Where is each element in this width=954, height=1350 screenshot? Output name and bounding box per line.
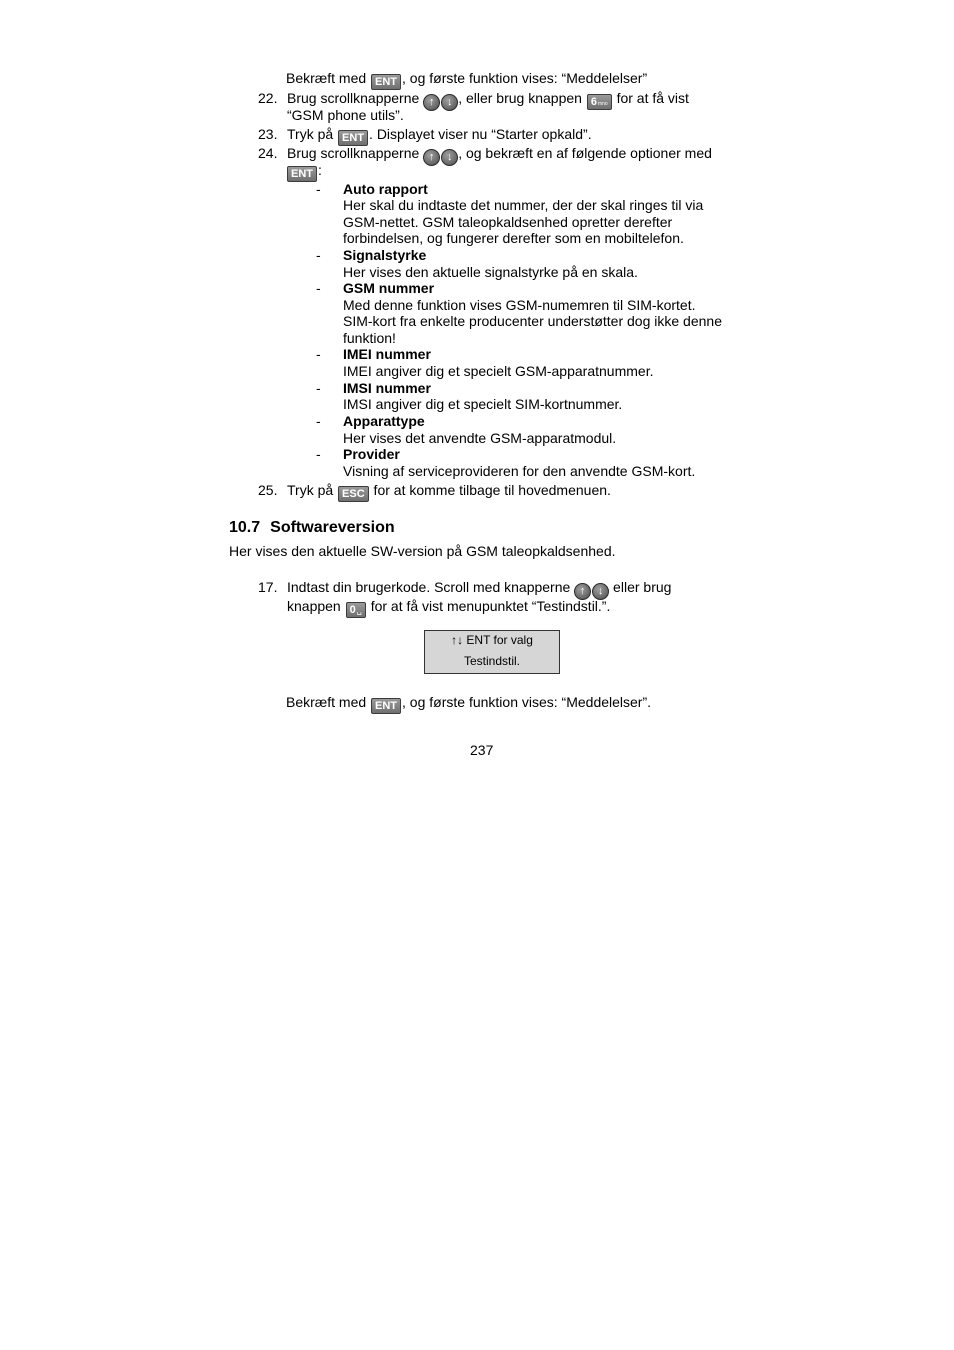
ent-key-icon: ENT [338, 130, 368, 146]
outro-line: Bekræft med ENT , og første funktion vises: “Meddelelser”. [286, 694, 652, 712]
option-text: Her vises den aktuelle signalstyrke på en skala. [343, 264, 638, 280]
step-17-text: Indtast din brugerkode. Scroll med knapperne ↑ ↓ eller brug [287, 579, 671, 600]
option-text: GSM-nettet. GSM taleopkaldsenhed opretter derefter [343, 214, 673, 230]
step-22-text: Brug scrollknapperne ↑ ↓ , eller brug knappen 6mno for at få vist [287, 90, 689, 111]
option-title: Apparattype [343, 413, 425, 429]
lcd-display [424, 630, 560, 674]
option-title: Auto rapport [343, 181, 428, 197]
step-24-text-cont: ENT : [287, 162, 322, 182]
option-text: funktion! [343, 330, 396, 346]
option-title: IMSI nummer [343, 380, 431, 396]
option-title: IMEI nummer [343, 346, 431, 362]
bullet-dash: - [316, 413, 321, 429]
step-number: 24. [258, 145, 278, 161]
lcd-line-1: ↑↓ ENT for valg [451, 633, 533, 647]
step-number: 23. [258, 126, 278, 142]
bullet-dash: - [316, 346, 321, 362]
section-heading: 10.7 Softwareversion [229, 519, 395, 536]
step-23-text: Tryk på ENT . Displayet viser nu “Starter opkald”. [287, 126, 592, 144]
key-6-icon: 6mno [587, 94, 612, 110]
intro-line: Bekræft med ENT , og første funktion vises: “Meddelelser” [286, 70, 648, 88]
option-text: Visning af serviceprovideren for den anvendte GSM-kort. [343, 463, 696, 479]
step-number: 22. [258, 90, 278, 106]
option-title: Provider [343, 446, 400, 462]
option-title: Signalstyrke [343, 247, 427, 263]
ent-key-icon: ENT [371, 698, 401, 714]
option-text: IMEI angiver dig et specielt GSM-apparatnummer. [343, 363, 654, 379]
option-title: GSM nummer [343, 280, 435, 296]
option-text: Med denne funktion vises GSM-numemren til SIM-kortet. [343, 297, 696, 313]
arrow-up-icon: ↑ [423, 149, 440, 166]
arrow-up-icon: ↑ [574, 583, 591, 600]
bullet-dash: - [316, 280, 321, 296]
ent-key-icon: ENT [371, 74, 401, 90]
step-number: 17. [258, 579, 278, 595]
esc-key-icon: ESC [338, 486, 369, 502]
arrow-up-icon: ↑ [423, 94, 440, 111]
lcd-line-2: Testindstil. [463, 654, 521, 668]
section-intro: Her vises den aktuelle SW-version på GSM taleopkaldsenhed. [229, 543, 616, 559]
key-0-icon: 0␣ [346, 602, 366, 618]
step-22-text-cont: “GSM phone utils”. [287, 107, 404, 123]
arrow-down-icon: ↓ [441, 94, 458, 111]
ent-key-icon: ENT [287, 166, 317, 182]
option-text: IMSI angiver dig et specielt SIM-kortnummer. [343, 396, 623, 412]
page-number: 237 [470, 742, 494, 758]
arrow-down-icon: ↓ [592, 583, 609, 600]
option-text: SIM-kort fra enkelte producenter understøtter dog ikke denne [343, 313, 722, 329]
option-text: Her skal du indtaste det nummer, der der skal ringes til via [343, 197, 704, 213]
bullet-dash: - [316, 446, 321, 462]
option-text: Her vises det anvendte GSM-apparatmodul. [343, 430, 617, 446]
step-17-text-cont: knappen 0␣ for at få vist menupunktet “Testindstil.”. [287, 598, 611, 616]
step-24-text: Brug scrollknapperne ↑ ↓ , og bekræft en af følgende optioner med [287, 145, 712, 166]
arrow-down-icon: ↓ [441, 149, 458, 166]
bullet-dash: - [316, 181, 321, 197]
step-25-text: Tryk på ESC for at komme tilbage til hovedmenuen. [287, 482, 611, 500]
step-number: 25. [258, 482, 278, 498]
bullet-dash: - [316, 247, 321, 263]
bullet-dash: - [316, 380, 321, 396]
option-text: forbindelsen, og fungerer derefter som en mobiltelefon. [343, 230, 684, 246]
